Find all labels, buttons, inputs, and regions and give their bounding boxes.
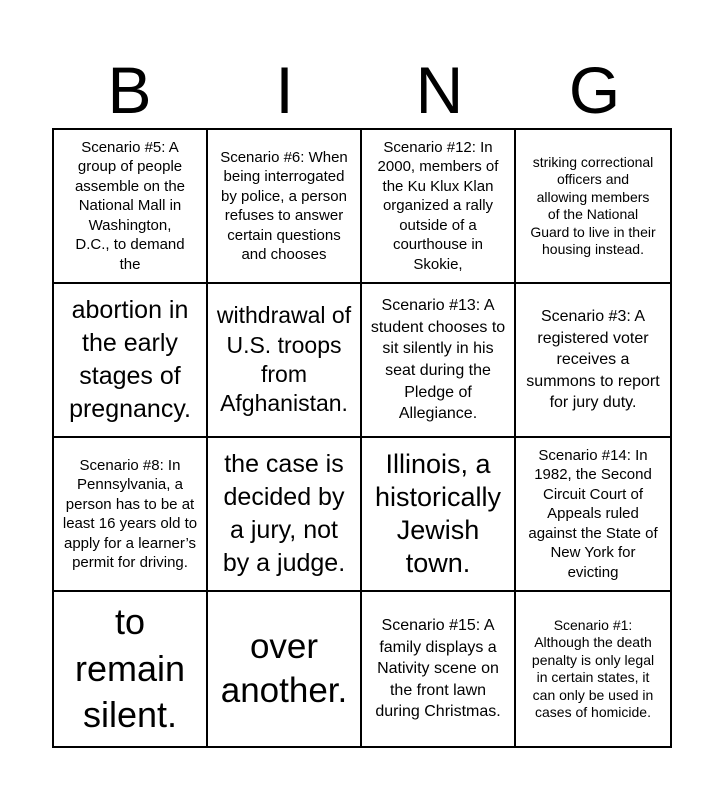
bingo-cell-r2c1[interactable]: abortion in the early stages of pregnancy. <box>54 284 208 438</box>
bingo-cell-r1c4[interactable]: striking correctional officers and allowing members of the National Guard to live in their housing instead. <box>516 130 670 284</box>
bingo-cell-r1c2[interactable]: Scenario #6: When being interrogated by police, a person refuses to answer certain questions and chooses <box>208 130 362 284</box>
bingo-cell-r3c2[interactable]: the case is decided by a jury, not by a judge. <box>208 438 362 592</box>
header-letter-i: I <box>275 53 294 127</box>
header-letter-n: N <box>415 53 464 127</box>
bingo-cell-r3c4[interactable]: Scenario #14: In 1982, the Second Circuit Court of Appeals ruled against the State of New York for evicting <box>516 438 670 592</box>
header-letter-g: G <box>568 53 621 127</box>
header-letter-b: B <box>107 53 152 127</box>
bingo-cell-r3c1[interactable]: Scenario #8: In Pennsylvania, a person has to be at least 16 years old to apply for a learner’s permit for driving. <box>54 438 208 592</box>
bingo-card-grid <box>52 128 672 748</box>
bingo-cell-r4c3[interactable]: Scenario #15: A family displays a Nativity scene on the front lawn during Christmas. <box>362 592 516 746</box>
bingo-cell-r1c1[interactable]: Scenario #5: A group of people assemble on the National Mall in Washington, D.C., to demand the <box>54 130 208 284</box>
bingo-cell-r2c4[interactable]: Scenario #3: A registered voter receives a summons to report for jury duty. <box>516 284 670 438</box>
bingo-cell-r2c2[interactable]: withdrawal of U.S. troops from Afghanistan. <box>208 284 362 438</box>
bingo-cell-r1c3[interactable]: Scenario #12: In 2000, members of the Ku Klux Klan organized a rally outside of a courthouse in Skokie, <box>362 130 516 284</box>
bingo-cell-r3c3[interactable]: Illinois, a historically Jewish town. <box>362 438 516 592</box>
bingo-cell-r4c4[interactable]: Scenario #1: Although the death penalty is only legal in certain states, it can only be used in cases of homicide. <box>531 616 655 720</box>
bingo-cell-r4c2[interactable]: over another. <box>208 592 362 746</box>
bingo-cell-r2c3[interactable]: Scenario #13: A student chooses to sit silently in his seat during the Pledge of Allegiance. <box>362 284 516 438</box>
bingo-header <box>52 52 672 128</box>
bingo-cell-r4c1[interactable]: to remain silent. <box>54 592 208 746</box>
